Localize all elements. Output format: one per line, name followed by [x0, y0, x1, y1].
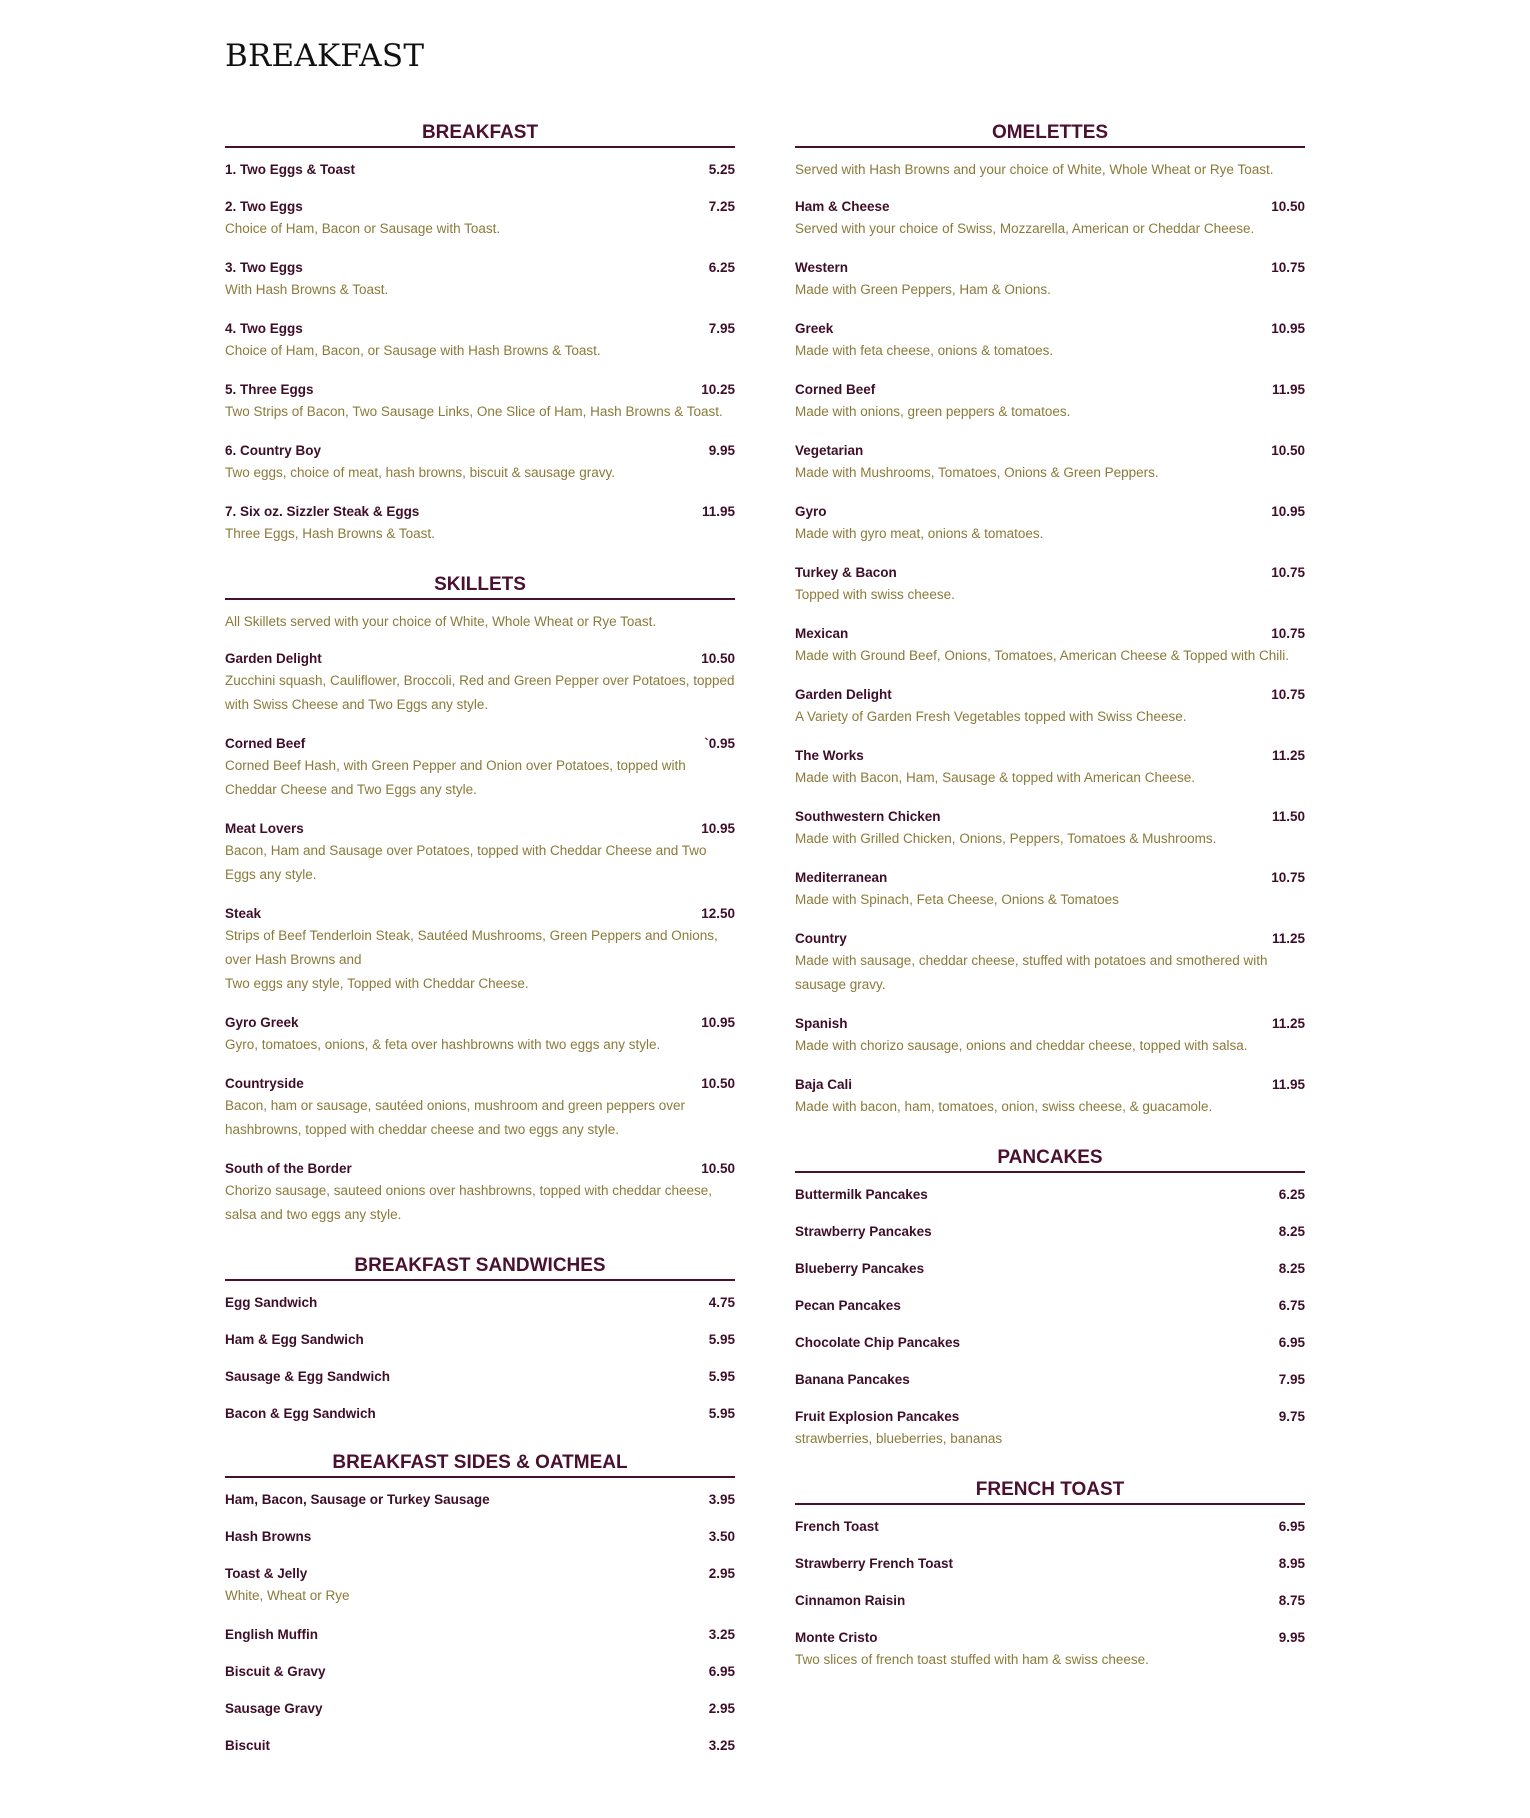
menu-item — [795, 1407, 1305, 1451]
menu-item-price: 10.95 — [701, 821, 735, 836]
menu-item — [225, 904, 735, 996]
menu-item — [225, 380, 735, 424]
menu-item-price: 10.50 — [701, 1076, 735, 1091]
menu-item-row — [225, 1074, 735, 1094]
menu-item — [225, 1736, 735, 1756]
menu-item-row — [795, 258, 1305, 278]
menu-item-price: 9.75 — [1278, 1409, 1305, 1424]
menu-item — [225, 1564, 735, 1608]
menu-item-row — [795, 807, 1305, 827]
menu-item — [225, 1404, 735, 1424]
menu-item-description: White, Wheat or Rye — [225, 1588, 350, 1603]
menu-item-description: Made with Spinach, Feta Cheese, Onions & Tomatoes — [795, 892, 1119, 907]
menu-item — [225, 1625, 735, 1645]
menu-item-row — [795, 1075, 1305, 1095]
menu-item-row — [795, 319, 1305, 339]
menu-item-price: 3.95 — [708, 1492, 735, 1507]
menu-item — [225, 1527, 735, 1547]
menu-item-description: Chorizo sausage, sauteed onions over hashbrowns, topped with cheddar cheese, salsa and two eggs any style. — [225, 1183, 713, 1222]
menu-item — [225, 258, 735, 302]
menu-item-name: Ham & Cheese — [795, 199, 890, 214]
menu-item-description: Made with bacon, ham, tomatoes, onion, swiss cheese, & guacamole. — [795, 1099, 1213, 1114]
menu-item-row — [795, 1333, 1305, 1353]
menu-item-row — [795, 441, 1305, 461]
menu-item-name: Egg Sandwich — [225, 1295, 318, 1310]
menu-item — [795, 563, 1305, 607]
menu-item-row — [225, 1564, 735, 1584]
menu-item-row — [225, 441, 735, 461]
menu-item-price: 6.95 — [708, 1664, 735, 1679]
menu-item-row — [795, 563, 1305, 583]
menu-item — [225, 1293, 735, 1313]
menu-item-description: Made with feta cheese, onions & tomatoes. — [795, 343, 1054, 358]
menu-item-name: Southwestern Chicken — [795, 809, 941, 824]
menu-item-name: Strawberry Pancakes — [795, 1224, 932, 1239]
menu-item-row — [795, 1014, 1305, 1034]
menu-item — [225, 1013, 735, 1057]
section-title: BREAKFAST SANDWICHES — [225, 1255, 735, 1281]
section-title: SKILLETS — [225, 574, 735, 600]
menu-item-description: Gyro, tomatoes, onions, & feta over hashbrowns with two eggs any style. — [225, 1037, 661, 1052]
menu-item-row — [795, 1591, 1305, 1611]
menu-item — [225, 1662, 735, 1682]
menu-item-name: Greek — [795, 321, 834, 336]
menu-item — [795, 319, 1305, 363]
menu-item-price: `0.95 — [704, 736, 735, 751]
menu-item-name: French Toast — [795, 1519, 879, 1534]
menu-item — [795, 1259, 1305, 1279]
menu-item-name: Toast & Jelly — [225, 1566, 308, 1581]
menu-item-row — [225, 1367, 735, 1387]
menu-item-price: 7.25 — [708, 199, 735, 214]
menu-item-row — [795, 746, 1305, 766]
menu-item-price: 8.25 — [1278, 1224, 1305, 1239]
menu-item-description: Two eggs, choice of meat, hash browns, biscuit & sausage gravy. — [225, 465, 615, 480]
menu-item-row — [225, 502, 735, 522]
menu-item-price: 10.95 — [1271, 321, 1305, 336]
section-note: All Skillets served with your choice of White, Whole Wheat or Rye Toast. — [225, 614, 657, 629]
menu-item-description: Made with sausage, cheddar cheese, stuffed with potatoes and smothered with sausage gravy. — [795, 953, 1268, 992]
menu-item-name: 7. Six oz. Sizzler Steak & Eggs — [225, 504, 420, 519]
menu-item-description: Made with Green Peppers, Ham & Onions. — [795, 282, 1051, 297]
menu-column-left — [225, 122, 735, 1784]
menu-item-name: Buttermilk Pancakes — [795, 1187, 928, 1202]
menu-item-row — [795, 1370, 1305, 1390]
menu-section-french-toast — [795, 1479, 1305, 1672]
menu-item-price: 10.50 — [701, 1161, 735, 1176]
section-title: FRENCH TOAST — [795, 1479, 1305, 1505]
menu-item-price: 2.95 — [708, 1566, 735, 1581]
menu-item-name: 6. Country Boy — [225, 443, 322, 458]
menu-item-price: 5.95 — [708, 1406, 735, 1421]
menu-section-skillets — [225, 574, 735, 1227]
menu-item-name: Cinnamon Raisin — [795, 1593, 906, 1608]
menu-item — [795, 258, 1305, 302]
menu-item-price: 5.95 — [708, 1332, 735, 1347]
menu-item-row — [225, 1293, 735, 1313]
menu-item — [225, 502, 735, 546]
page-title: BREAKFAST — [225, 38, 425, 74]
menu-item-price: 10.75 — [1271, 626, 1305, 641]
menu-item-row — [225, 1625, 735, 1645]
section-note: Served with Hash Browns and your choice of White, Whole Wheat or Rye Toast. — [795, 162, 1274, 177]
menu-item-price: 4.75 — [708, 1295, 735, 1310]
menu-item-price: 9.95 — [1278, 1630, 1305, 1645]
menu-item-price: 6.25 — [1278, 1187, 1305, 1202]
menu-item — [795, 1517, 1305, 1537]
menu-item-price: 6.95 — [1278, 1519, 1305, 1534]
menu-item — [795, 1370, 1305, 1390]
menu-item-row — [795, 1222, 1305, 1242]
menu-item-price: 10.75 — [1271, 565, 1305, 580]
menu-item-name: Spanish — [795, 1016, 848, 1031]
menu-item-description: Choice of Ham, Bacon, or Sausage with Hash Browns & Toast. — [225, 343, 601, 358]
menu-item-description: Two Strips of Bacon, Two Sausage Links, One Slice of Ham, Hash Browns & Toast. — [225, 404, 723, 419]
menu-item-name: Ham, Bacon, Sausage or Turkey Sausage — [225, 1492, 490, 1507]
menu-item — [795, 1296, 1305, 1316]
menu-item-description: Bacon, Ham and Sausage over Potatoes, topped with Cheddar Cheese and Two Eggs any style. — [225, 843, 707, 882]
menu-item-name: Baja Cali — [795, 1077, 853, 1092]
menu-item-name: Biscuit & Gravy — [225, 1664, 326, 1679]
menu-item-row — [795, 1185, 1305, 1205]
menu-item-description: Bacon, ham or sausage, sautéed onions, mushroom and green peppers over hashbrowns, topped with cheddar cheese and two eggs any style. — [225, 1098, 686, 1137]
menu-item-name: Vegetarian — [795, 443, 864, 458]
menu-item-description: Choice of Ham, Bacon or Sausage with Toast. — [225, 221, 501, 236]
menu-item-row — [225, 319, 735, 339]
menu-item — [795, 1591, 1305, 1611]
menu-item-name: Blueberry Pancakes — [795, 1261, 925, 1276]
menu-item-price: 10.95 — [701, 1015, 735, 1030]
menu-item-row — [225, 1013, 735, 1033]
menu-item — [795, 868, 1305, 912]
menu-item-row — [225, 1736, 735, 1756]
menu-item-name: Fruit Explosion Pancakes — [795, 1409, 960, 1424]
menu-item-name: Biscuit — [225, 1738, 271, 1753]
menu-item-name: Ham & Egg Sandwich — [225, 1332, 364, 1347]
menu-item-row — [225, 1699, 735, 1719]
menu-section-breakfast — [225, 122, 735, 546]
menu-item — [795, 1185, 1305, 1205]
menu-item-row — [795, 1259, 1305, 1279]
menu-item — [225, 1367, 735, 1387]
menu-item-row — [225, 734, 735, 754]
menu-item-description: Made with gyro meat, onions & tomatoes. — [795, 526, 1044, 541]
menu-item-description: Made with Grilled Chicken, Onions, Peppers, Tomatoes & Mushrooms. — [795, 831, 1217, 846]
menu-item-row — [795, 380, 1305, 400]
menu-item-description: Made with Mushrooms, Tomatoes, Onions & Green Peppers. — [795, 465, 1159, 480]
menu-item-name: Gyro Greek — [225, 1015, 299, 1030]
menu-item-price: 11.25 — [1271, 931, 1305, 946]
menu-item-price: 2.95 — [708, 1701, 735, 1716]
menu-item-row — [225, 160, 735, 180]
menu-item-price: 11.95 — [701, 504, 735, 519]
menu-item — [225, 649, 735, 717]
menu-item — [225, 441, 735, 485]
menu-item-price: 10.75 — [1271, 260, 1305, 275]
menu-item — [795, 807, 1305, 851]
menu-item-row — [795, 1407, 1305, 1427]
menu-item — [225, 197, 735, 241]
menu-item-name: 5. Three Eggs — [225, 382, 314, 397]
menu-item-row — [225, 1330, 735, 1350]
menu-item-price: 10.95 — [1271, 504, 1305, 519]
menu-item-name: Sausage & Egg Sandwich — [225, 1369, 391, 1384]
menu-item-name: Country — [795, 931, 847, 946]
menu-item-name: 2. Two Eggs — [225, 199, 303, 214]
menu-item-price: 11.95 — [1271, 382, 1305, 397]
menu-item-row — [795, 685, 1305, 705]
menu-item-name: Gyro — [795, 504, 827, 519]
menu-item-price: 3.50 — [708, 1529, 735, 1544]
menu-item-name: Sausage Gravy — [225, 1701, 323, 1716]
menu-item-name: Bacon & Egg Sandwich — [225, 1406, 376, 1421]
menu-item — [225, 734, 735, 802]
menu-item-row — [795, 197, 1305, 217]
menu-item-price: 11.50 — [1271, 809, 1305, 824]
menu-column-right — [795, 122, 1305, 1700]
menu-item-name: Garden Delight — [225, 651, 322, 666]
menu-item-price: 9.95 — [708, 443, 735, 458]
menu-item-description: Made with chorizo sausage, onions and cheddar cheese, topped with salsa. — [795, 1038, 1248, 1053]
menu-item-row — [225, 1490, 735, 1510]
menu-item-description: A Variety of Garden Fresh Vegetables topped with Swiss Cheese. — [795, 709, 1187, 724]
menu-item-description: Corned Beef Hash, with Green Pepper and Onion over Potatoes, topped with Cheddar Cheese and Two Eggs any style. — [225, 758, 686, 797]
menu-item-row — [795, 1296, 1305, 1316]
menu-item — [225, 1330, 735, 1350]
menu-item — [795, 1628, 1305, 1672]
menu-item — [225, 319, 735, 363]
menu-item-price: 12.50 — [701, 906, 735, 921]
menu-item — [795, 380, 1305, 424]
menu-item — [795, 746, 1305, 790]
menu-item — [225, 1074, 735, 1142]
menu-item-description: Served with your choice of Swiss, Mozzarella, American or Cheddar Cheese. — [795, 221, 1255, 236]
menu-item — [795, 1075, 1305, 1119]
menu-item-description: Zucchini squash, Cauliflower, Broccoli, Red and Green Pepper over Potatoes, topped with Swiss Cheese and Two Eggs any style. — [225, 673, 735, 712]
menu-item-row — [225, 258, 735, 278]
menu-item-description: Topped with swiss cheese. — [795, 587, 955, 602]
menu-item-row — [795, 1517, 1305, 1537]
menu-item — [795, 624, 1305, 668]
menu-section-breakfast-sandwiches — [225, 1255, 735, 1424]
menu-item-name: Countryside — [225, 1076, 304, 1091]
section-title: BREAKFAST SIDES & OATMEAL — [225, 1452, 735, 1478]
menu-section-breakfast-sides-and-oatmeal — [225, 1452, 735, 1756]
menu-item-price: 10.75 — [1271, 870, 1305, 885]
menu-item-name: Hash Browns — [225, 1529, 312, 1544]
menu-item-name: Western — [795, 260, 849, 275]
menu-item-description: strawberries, blueberries, bananas — [795, 1431, 1003, 1446]
menu-item-description: Made with onions, green peppers & tomatoes. — [795, 404, 1071, 419]
menu-item-description: Strips of Beef Tenderloin Steak, Sautéed Mushrooms, Green Peppers and Onions, over Hash Browns and Two eggs any style, Topped with Cheddar Cheese. — [225, 928, 718, 991]
menu-item-row — [795, 1628, 1305, 1648]
menu-item-name: 4. Two Eggs — [225, 321, 303, 336]
menu-item-price: 10.50 — [701, 651, 735, 666]
section-title: BREAKFAST — [225, 122, 735, 148]
menu-item-description: Three Eggs, Hash Browns & Toast. — [225, 526, 435, 541]
menu-item-name: South of the Border — [225, 1161, 352, 1176]
menu-item — [795, 1554, 1305, 1574]
section-title: PANCAKES — [795, 1147, 1305, 1173]
menu-item-price: 10.25 — [701, 382, 735, 397]
menu-item-name: Strawberry French Toast — [795, 1556, 954, 1571]
menu-item-row — [795, 502, 1305, 522]
menu-item — [795, 1222, 1305, 1242]
menu-item-price: 8.75 — [1278, 1593, 1305, 1608]
menu-item-price: 5.25 — [708, 162, 735, 177]
menu-section-omelettes — [795, 122, 1305, 1119]
menu-item-description: Made with Bacon, Ham, Sausage & topped with American Cheese. — [795, 770, 1195, 785]
menu-item — [225, 1490, 735, 1510]
menu-item-price: 11.25 — [1271, 1016, 1305, 1031]
menu-item-name: Pecan Pancakes — [795, 1298, 901, 1313]
menu-item — [795, 1014, 1305, 1058]
menu-item-row — [225, 649, 735, 669]
menu-item-row — [225, 1662, 735, 1682]
menu-item — [225, 1159, 735, 1227]
menu-item-name: The Works — [795, 748, 864, 763]
menu-item — [795, 502, 1305, 546]
menu-item-price: 5.95 — [708, 1369, 735, 1384]
menu-item-description: Two slices of french toast stuffed with ham & swiss cheese. — [795, 1652, 1149, 1667]
menu-item-row — [795, 1554, 1305, 1574]
menu-item-name: Corned Beef — [795, 382, 876, 397]
menu-item-name: Mexican — [795, 626, 849, 641]
menu-item-row — [795, 624, 1305, 644]
menu-item-price: 6.25 — [708, 260, 735, 275]
menu-item — [795, 197, 1305, 241]
menu-item-price: 7.95 — [1278, 1372, 1305, 1387]
menu-item — [795, 929, 1305, 997]
menu-item-row — [225, 1404, 735, 1424]
menu-item-row — [225, 1527, 735, 1547]
menu-item-name: 3. Two Eggs — [225, 260, 303, 275]
menu-item-name: Meat Lovers — [225, 821, 304, 836]
menu-item-name: English Muffin — [225, 1627, 318, 1642]
menu-item-name: Chocolate Chip Pancakes — [795, 1335, 961, 1350]
menu-item-price: 10.75 — [1271, 687, 1305, 702]
menu-item-name: Steak — [225, 906, 262, 921]
menu-item-description: With Hash Browns & Toast. — [225, 282, 389, 297]
section-title: OMELETTES — [795, 122, 1305, 148]
menu-item-name: Monte Cristo — [795, 1630, 878, 1645]
menu-item-row — [225, 904, 735, 924]
menu-item — [795, 685, 1305, 729]
menu-item — [225, 819, 735, 887]
menu-item-price: 3.25 — [708, 1738, 735, 1753]
menu-item-name: Mediterranean — [795, 870, 888, 885]
menu-item-price: 8.95 — [1278, 1556, 1305, 1571]
menu-item — [225, 160, 735, 180]
menu-item-row — [795, 929, 1305, 949]
menu-item-name: Turkey & Bacon — [795, 565, 897, 580]
menu-item-row — [225, 197, 735, 217]
menu-item-price: 3.25 — [708, 1627, 735, 1642]
menu-item-row — [225, 819, 735, 839]
menu-item-price: 7.95 — [708, 321, 735, 336]
menu-item-price: 8.25 — [1278, 1261, 1305, 1276]
menu-item-name: Garden Delight — [795, 687, 892, 702]
menu-section-pancakes — [795, 1147, 1305, 1451]
menu-item-name: Banana Pancakes — [795, 1372, 910, 1387]
menu-item-name: 1. Two Eggs & Toast — [225, 162, 356, 177]
menu-item-price: 10.50 — [1271, 199, 1305, 214]
menu-item-row — [225, 380, 735, 400]
menu-item — [225, 1699, 735, 1719]
menu-item — [795, 441, 1305, 485]
menu-item-row — [225, 1159, 735, 1179]
menu-item-price: 10.50 — [1271, 443, 1305, 458]
menu-item-row — [795, 868, 1305, 888]
menu-item — [795, 1333, 1305, 1353]
menu-item-price: 6.95 — [1278, 1335, 1305, 1350]
menu-item-price: 6.75 — [1278, 1298, 1305, 1313]
menu-item-price: 11.25 — [1271, 748, 1305, 763]
menu-item-price: 11.95 — [1271, 1077, 1305, 1092]
menu-item-name: Corned Beef — [225, 736, 306, 751]
menu-item-description: Made with Ground Beef, Onions, Tomatoes, American Cheese & Topped with Chili. — [795, 648, 1290, 663]
